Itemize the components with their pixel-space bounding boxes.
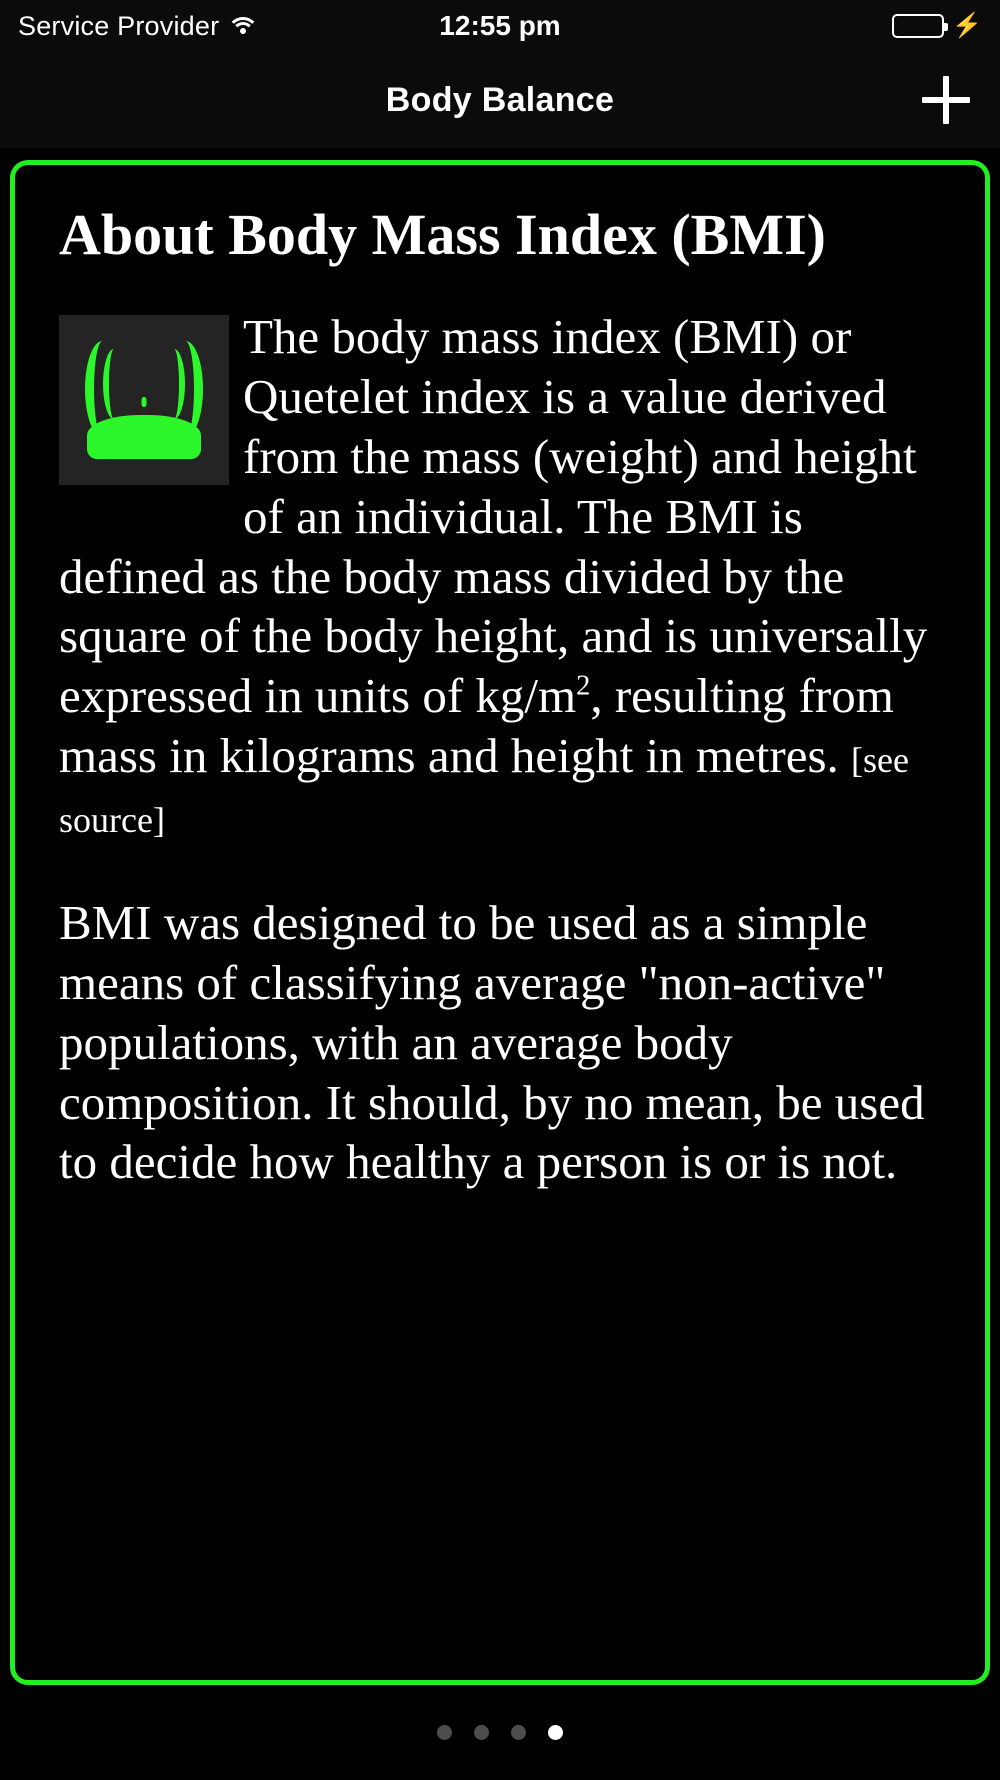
about-bmi-card[interactable]	[10, 160, 990, 1685]
status-bar-right	[892, 14, 982, 38]
status-bar-clock: 12:55 pm	[439, 10, 561, 41]
card-container	[0, 148, 1000, 1685]
battery-icon	[892, 14, 944, 38]
body-torso-icon	[59, 315, 229, 485]
navigation-bar	[0, 52, 1000, 148]
page-title: Body Balance	[385, 80, 615, 119]
card-title: About Body Mass Index (BMI)	[59, 202, 826, 267]
source-link[interactable]: [see source]	[59, 739, 910, 840]
plus-icon[interactable]	[922, 76, 970, 124]
paragraph-1-superscript: 2	[576, 670, 591, 702]
page-dot-2[interactable]	[474, 1725, 489, 1740]
card-paragraph-2: BMI was designed to be used as a simple means of classifying average "non-active" populations, with an average body composition. It should, by no mean, be used to decide how healthy a person is or is not.	[59, 895, 925, 1190]
carrier-label: Service Provider	[18, 10, 220, 41]
card-paragraph-1	[59, 307, 941, 845]
status-bar	[0, 0, 1000, 52]
status-bar-left	[18, 11, 257, 42]
page-dot-1[interactable]	[437, 1725, 452, 1740]
paragraph-1-text-a: The body mass index (BMI) or Quetelet index is a value derived from the mass (weight) and height of an individual. The BMI is defined as the body mass divided by the square of the body height, and is universally expressed in units of kg/m	[59, 309, 928, 724]
page-indicator[interactable]	[0, 1685, 1000, 1780]
page-dot-4[interactable]	[548, 1725, 563, 1740]
wifi-icon	[229, 15, 257, 37]
paragraph-1-text-b: , resulting from mass in kilograms and height in metres.	[59, 668, 894, 783]
page-dot-3[interactable]	[511, 1725, 526, 1740]
lightning-bolt-icon: ⚡	[952, 12, 982, 39]
